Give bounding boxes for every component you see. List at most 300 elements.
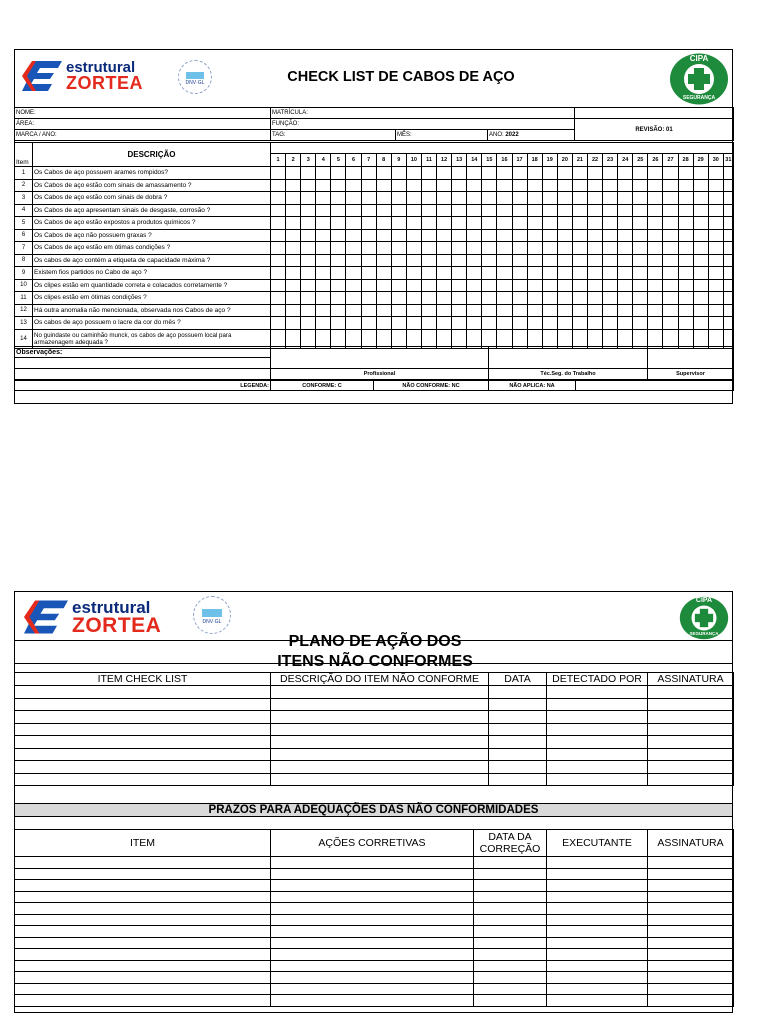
supervisor-signature-box[interactable] — [648, 347, 734, 369]
day-check-cell[interactable] — [618, 317, 633, 330]
day-check-cell[interactable] — [603, 167, 618, 180]
day-check-cell[interactable] — [331, 254, 346, 267]
day-check-cell[interactable] — [346, 217, 361, 230]
day-check-cell[interactable] — [391, 167, 406, 180]
day-check-cell[interactable] — [331, 229, 346, 242]
prazo-cell[interactable] — [474, 983, 547, 995]
day-check-cell[interactable] — [271, 217, 286, 230]
day-check-cell[interactable] — [346, 179, 361, 192]
day-check-cell[interactable] — [361, 167, 376, 180]
day-check-cell[interactable] — [376, 254, 391, 267]
day-check-cell[interactable] — [693, 167, 708, 180]
day-check-cell[interactable] — [618, 217, 633, 230]
prazo-cell[interactable] — [648, 903, 734, 915]
day-check-cell[interactable] — [467, 317, 482, 330]
day-check-cell[interactable] — [663, 317, 678, 330]
day-check-cell[interactable] — [542, 179, 557, 192]
day-check-cell[interactable] — [346, 254, 361, 267]
prazo-cell[interactable] — [648, 926, 734, 938]
day-check-cell[interactable] — [497, 317, 512, 330]
day-check-cell[interactable] — [331, 242, 346, 255]
plan-cell[interactable] — [648, 698, 734, 711]
day-check-cell[interactable] — [587, 167, 602, 180]
day-check-cell[interactable] — [467, 179, 482, 192]
day-check-cell[interactable] — [482, 292, 497, 305]
prazo-cell[interactable] — [648, 868, 734, 880]
day-check-cell[interactable] — [271, 242, 286, 255]
day-check-cell[interactable] — [437, 192, 452, 205]
day-check-cell[interactable] — [406, 204, 421, 217]
day-check-cell[interactable] — [497, 304, 512, 317]
day-check-cell[interactable] — [603, 217, 618, 230]
day-check-cell[interactable] — [557, 279, 572, 292]
day-check-cell[interactable] — [391, 242, 406, 255]
prazo-cell[interactable] — [15, 880, 271, 892]
prazo-cell[interactable] — [547, 857, 648, 869]
prazo-cell[interactable] — [15, 891, 271, 903]
day-check-cell[interactable] — [376, 279, 391, 292]
day-check-cell[interactable] — [633, 179, 648, 192]
day-check-cell[interactable] — [572, 254, 587, 267]
day-check-cell[interactable] — [482, 179, 497, 192]
day-check-cell[interactable] — [693, 179, 708, 192]
day-check-cell[interactable] — [678, 217, 693, 230]
day-check-cell[interactable] — [452, 192, 467, 205]
day-check-cell[interactable] — [361, 242, 376, 255]
day-check-cell[interactable] — [618, 267, 633, 280]
day-check-cell[interactable] — [391, 229, 406, 242]
day-check-cell[interactable] — [618, 279, 633, 292]
day-check-cell[interactable] — [271, 254, 286, 267]
day-check-cell[interactable] — [633, 229, 648, 242]
day-check-cell[interactable] — [678, 317, 693, 330]
day-check-cell[interactable] — [512, 192, 527, 205]
day-check-cell[interactable] — [391, 179, 406, 192]
day-check-cell[interactable] — [648, 304, 663, 317]
day-check-cell[interactable] — [316, 279, 331, 292]
day-check-cell[interactable] — [376, 242, 391, 255]
plan-cell[interactable] — [648, 773, 734, 786]
day-check-cell[interactable] — [587, 242, 602, 255]
day-check-cell[interactable] — [301, 229, 316, 242]
plan-cell[interactable] — [648, 723, 734, 736]
prazo-cell[interactable] — [474, 972, 547, 984]
day-check-cell[interactable] — [708, 304, 723, 317]
day-check-cell[interactable] — [316, 217, 331, 230]
day-check-cell[interactable] — [542, 229, 557, 242]
day-check-cell[interactable] — [406, 292, 421, 305]
day-check-cell[interactable] — [527, 254, 542, 267]
day-check-cell[interactable] — [572, 242, 587, 255]
day-check-cell[interactable] — [301, 217, 316, 230]
day-check-cell[interactable] — [452, 279, 467, 292]
day-check-cell[interactable] — [603, 279, 618, 292]
day-check-cell[interactable] — [346, 304, 361, 317]
day-check-cell[interactable] — [512, 304, 527, 317]
day-check-cell[interactable] — [437, 167, 452, 180]
day-check-cell[interactable] — [361, 217, 376, 230]
day-check-cell[interactable] — [316, 317, 331, 330]
day-check-cell[interactable] — [497, 254, 512, 267]
day-check-cell[interactable] — [603, 179, 618, 192]
day-check-cell[interactable] — [587, 279, 602, 292]
day-check-cell[interactable] — [723, 279, 733, 292]
day-check-cell[interactable] — [708, 217, 723, 230]
prazo-cell[interactable] — [15, 914, 271, 926]
day-check-cell[interactable] — [361, 279, 376, 292]
day-check-cell[interactable] — [693, 192, 708, 205]
plan-cell[interactable] — [489, 736, 547, 749]
prazo-cell[interactable] — [271, 857, 474, 869]
plan-cell[interactable] — [271, 748, 489, 761]
day-check-cell[interactable] — [723, 254, 733, 267]
day-check-cell[interactable] — [708, 192, 723, 205]
plan-cell[interactable] — [547, 761, 648, 774]
day-check-cell[interactable] — [346, 192, 361, 205]
tec-seg-signature-box[interactable] — [489, 347, 648, 369]
day-check-cell[interactable] — [421, 204, 436, 217]
prazo-cell[interactable] — [474, 914, 547, 926]
day-check-cell[interactable] — [557, 204, 572, 217]
day-check-cell[interactable] — [271, 279, 286, 292]
day-check-cell[interactable] — [301, 254, 316, 267]
day-check-cell[interactable] — [512, 179, 527, 192]
day-check-cell[interactable] — [331, 317, 346, 330]
day-check-cell[interactable] — [497, 217, 512, 230]
day-check-cell[interactable] — [512, 204, 527, 217]
day-check-cell[interactable] — [512, 292, 527, 305]
day-check-cell[interactable] — [421, 229, 436, 242]
day-check-cell[interactable] — [271, 292, 286, 305]
day-check-cell[interactable] — [542, 279, 557, 292]
day-check-cell[interactable] — [316, 229, 331, 242]
prazo-cell[interactable] — [271, 891, 474, 903]
day-check-cell[interactable] — [723, 192, 733, 205]
day-check-cell[interactable] — [421, 192, 436, 205]
day-check-cell[interactable] — [376, 217, 391, 230]
area-field[interactable]: ÁREA: — [15, 119, 271, 130]
day-check-cell[interactable] — [512, 229, 527, 242]
profissional-signature-box[interactable] — [271, 347, 489, 369]
day-check-cell[interactable] — [376, 229, 391, 242]
prazo-cell[interactable] — [474, 903, 547, 915]
day-check-cell[interactable] — [663, 254, 678, 267]
prazo-cell[interactable] — [547, 937, 648, 949]
day-check-cell[interactable] — [723, 179, 733, 192]
day-check-cell[interactable] — [633, 192, 648, 205]
day-check-cell[interactable] — [497, 292, 512, 305]
prazo-cell[interactable] — [271, 914, 474, 926]
day-check-cell[interactable] — [663, 267, 678, 280]
day-check-cell[interactable] — [316, 179, 331, 192]
day-check-cell[interactable] — [557, 167, 572, 180]
day-check-cell[interactable] — [271, 304, 286, 317]
day-check-cell[interactable] — [693, 292, 708, 305]
day-check-cell[interactable] — [542, 217, 557, 230]
day-check-cell[interactable] — [678, 229, 693, 242]
day-check-cell[interactable] — [406, 254, 421, 267]
day-check-cell[interactable] — [603, 254, 618, 267]
day-check-cell[interactable] — [331, 279, 346, 292]
plan-cell[interactable] — [15, 711, 271, 724]
day-check-cell[interactable] — [648, 317, 663, 330]
day-check-cell[interactable] — [452, 217, 467, 230]
day-check-cell[interactable] — [271, 192, 286, 205]
day-check-cell[interactable] — [437, 217, 452, 230]
funcao-field[interactable]: FUNÇÃO: — [271, 119, 575, 130]
day-check-cell[interactable] — [723, 217, 733, 230]
prazo-cell[interactable] — [474, 937, 547, 949]
day-check-cell[interactable] — [286, 204, 301, 217]
day-check-cell[interactable] — [331, 267, 346, 280]
prazo-cell[interactable] — [15, 926, 271, 938]
plan-cell[interactable] — [547, 711, 648, 724]
day-check-cell[interactable] — [678, 242, 693, 255]
day-check-cell[interactable] — [301, 192, 316, 205]
day-check-cell[interactable] — [331, 292, 346, 305]
day-check-cell[interactable] — [301, 304, 316, 317]
day-check-cell[interactable] — [678, 292, 693, 305]
plan-cell[interactable] — [547, 723, 648, 736]
day-check-cell[interactable] — [678, 304, 693, 317]
day-check-cell[interactable] — [618, 204, 633, 217]
day-check-cell[interactable] — [437, 254, 452, 267]
day-check-cell[interactable] — [406, 229, 421, 242]
day-check-cell[interactable] — [376, 167, 391, 180]
day-check-cell[interactable] — [527, 267, 542, 280]
day-check-cell[interactable] — [346, 242, 361, 255]
day-check-cell[interactable] — [391, 254, 406, 267]
day-check-cell[interactable] — [452, 204, 467, 217]
day-check-cell[interactable] — [527, 242, 542, 255]
day-check-cell[interactable] — [421, 304, 436, 317]
prazo-cell[interactable] — [648, 983, 734, 995]
day-check-cell[interactable] — [406, 167, 421, 180]
day-check-cell[interactable] — [633, 254, 648, 267]
day-check-cell[interactable] — [527, 292, 542, 305]
prazo-cell[interactable] — [474, 891, 547, 903]
day-check-cell[interactable] — [482, 192, 497, 205]
day-check-cell[interactable] — [572, 179, 587, 192]
day-check-cell[interactable] — [286, 304, 301, 317]
day-check-cell[interactable] — [437, 292, 452, 305]
day-check-cell[interactable] — [557, 317, 572, 330]
prazo-cell[interactable] — [15, 972, 271, 984]
day-check-cell[interactable] — [467, 204, 482, 217]
prazo-cell[interactable] — [15, 937, 271, 949]
day-check-cell[interactable] — [437, 229, 452, 242]
day-check-cell[interactable] — [572, 292, 587, 305]
day-check-cell[interactable] — [723, 242, 733, 255]
day-check-cell[interactable] — [346, 292, 361, 305]
day-check-cell[interactable] — [678, 192, 693, 205]
day-check-cell[interactable] — [557, 267, 572, 280]
day-check-cell[interactable] — [467, 229, 482, 242]
day-check-cell[interactable] — [482, 229, 497, 242]
prazo-cell[interactable] — [271, 937, 474, 949]
day-check-cell[interactable] — [406, 267, 421, 280]
plan-cell[interactable] — [15, 748, 271, 761]
day-check-cell[interactable] — [603, 304, 618, 317]
day-check-cell[interactable] — [271, 267, 286, 280]
day-check-cell[interactable] — [271, 179, 286, 192]
day-check-cell[interactable] — [286, 317, 301, 330]
day-check-cell[interactable] — [708, 229, 723, 242]
day-check-cell[interactable] — [618, 304, 633, 317]
day-check-cell[interactable] — [331, 217, 346, 230]
day-check-cell[interactable] — [693, 304, 708, 317]
day-check-cell[interactable] — [406, 179, 421, 192]
day-check-cell[interactable] — [421, 242, 436, 255]
day-check-cell[interactable] — [527, 217, 542, 230]
day-check-cell[interactable] — [633, 204, 648, 217]
day-check-cell[interactable] — [557, 292, 572, 305]
day-check-cell[interactable] — [693, 242, 708, 255]
day-check-cell[interactable] — [467, 254, 482, 267]
day-check-cell[interactable] — [587, 229, 602, 242]
plan-cell[interactable] — [547, 736, 648, 749]
day-check-cell[interactable] — [663, 192, 678, 205]
day-check-cell[interactable] — [331, 192, 346, 205]
day-check-cell[interactable] — [452, 317, 467, 330]
day-check-cell[interactable] — [482, 304, 497, 317]
day-check-cell[interactable] — [603, 192, 618, 205]
day-check-cell[interactable] — [542, 167, 557, 180]
day-check-cell[interactable] — [467, 167, 482, 180]
day-check-cell[interactable] — [557, 254, 572, 267]
prazo-cell[interactable] — [15, 983, 271, 995]
prazo-cell[interactable] — [15, 949, 271, 961]
day-check-cell[interactable] — [723, 304, 733, 317]
day-check-cell[interactable] — [633, 167, 648, 180]
day-check-cell[interactable] — [331, 304, 346, 317]
day-check-cell[interactable] — [391, 217, 406, 230]
prazo-cell[interactable] — [15, 960, 271, 972]
day-check-cell[interactable] — [708, 204, 723, 217]
day-check-cell[interactable] — [678, 204, 693, 217]
day-check-cell[interactable] — [406, 279, 421, 292]
day-check-cell[interactable] — [542, 304, 557, 317]
plan-cell[interactable] — [648, 711, 734, 724]
day-check-cell[interactable] — [497, 267, 512, 280]
day-check-cell[interactable] — [361, 204, 376, 217]
day-check-cell[interactable] — [437, 242, 452, 255]
day-check-cell[interactable] — [542, 267, 557, 280]
plan-cell[interactable] — [547, 698, 648, 711]
day-check-cell[interactable] — [708, 179, 723, 192]
day-check-cell[interactable] — [648, 292, 663, 305]
day-check-cell[interactable] — [527, 204, 542, 217]
day-check-cell[interactable] — [723, 317, 733, 330]
day-check-cell[interactable] — [361, 254, 376, 267]
day-check-cell[interactable] — [467, 217, 482, 230]
day-check-cell[interactable] — [572, 229, 587, 242]
day-check-cell[interactable] — [527, 192, 542, 205]
day-check-cell[interactable] — [286, 192, 301, 205]
day-check-cell[interactable] — [376, 292, 391, 305]
day-check-cell[interactable] — [527, 279, 542, 292]
day-check-cell[interactable] — [497, 204, 512, 217]
day-check-cell[interactable] — [603, 204, 618, 217]
day-check-cell[interactable] — [452, 242, 467, 255]
day-check-cell[interactable] — [286, 242, 301, 255]
day-check-cell[interactable] — [527, 179, 542, 192]
day-check-cell[interactable] — [406, 304, 421, 317]
plan-cell[interactable] — [648, 686, 734, 699]
matricula-field[interactable]: MATRÍCULA: — [271, 108, 575, 119]
plan-cell[interactable] — [271, 723, 489, 736]
day-check-cell[interactable] — [482, 242, 497, 255]
day-check-cell[interactable] — [618, 179, 633, 192]
day-check-cell[interactable] — [723, 267, 733, 280]
prazo-cell[interactable] — [648, 995, 734, 1007]
day-check-cell[interactable] — [618, 167, 633, 180]
day-check-cell[interactable] — [452, 167, 467, 180]
plan-cell[interactable] — [15, 761, 271, 774]
day-check-cell[interactable] — [406, 242, 421, 255]
day-check-cell[interactable] — [361, 192, 376, 205]
day-check-cell[interactable] — [708, 254, 723, 267]
day-check-cell[interactable] — [437, 279, 452, 292]
day-check-cell[interactable] — [467, 279, 482, 292]
plan-cell[interactable] — [271, 711, 489, 724]
plan-cell[interactable] — [271, 773, 489, 786]
plan-cell[interactable] — [15, 773, 271, 786]
day-check-cell[interactable] — [301, 267, 316, 280]
day-check-cell[interactable] — [497, 242, 512, 255]
day-check-cell[interactable] — [421, 217, 436, 230]
day-check-cell[interactable] — [482, 167, 497, 180]
day-check-cell[interactable] — [557, 192, 572, 205]
day-check-cell[interactable] — [437, 317, 452, 330]
ano-field[interactable] — [488, 130, 575, 141]
prazo-cell[interactable] — [648, 914, 734, 926]
day-check-cell[interactable] — [648, 179, 663, 192]
day-check-cell[interactable] — [648, 217, 663, 230]
day-check-cell[interactable] — [572, 267, 587, 280]
day-check-cell[interactable] — [587, 179, 602, 192]
prazo-cell[interactable] — [547, 983, 648, 995]
day-check-cell[interactable] — [557, 229, 572, 242]
prazo-cell[interactable] — [271, 903, 474, 915]
day-check-cell[interactable] — [406, 317, 421, 330]
plan-cell[interactable] — [489, 761, 547, 774]
day-check-cell[interactable] — [648, 204, 663, 217]
day-check-cell[interactable] — [542, 317, 557, 330]
prazo-cell[interactable] — [474, 949, 547, 961]
day-check-cell[interactable] — [452, 292, 467, 305]
day-check-cell[interactable] — [512, 242, 527, 255]
day-check-cell[interactable] — [587, 217, 602, 230]
day-check-cell[interactable] — [587, 292, 602, 305]
day-check-cell[interactable] — [437, 267, 452, 280]
day-check-cell[interactable] — [572, 204, 587, 217]
day-check-cell[interactable] — [482, 217, 497, 230]
prazo-cell[interactable] — [547, 972, 648, 984]
day-check-cell[interactable] — [482, 204, 497, 217]
day-check-cell[interactable] — [723, 167, 733, 180]
day-check-cell[interactable] — [708, 267, 723, 280]
day-check-cell[interactable] — [618, 229, 633, 242]
day-check-cell[interactable] — [587, 317, 602, 330]
day-check-cell[interactable] — [663, 292, 678, 305]
day-check-cell[interactable] — [331, 179, 346, 192]
day-check-cell[interactable] — [603, 267, 618, 280]
prazo-cell[interactable] — [474, 926, 547, 938]
prazo-cell[interactable] — [271, 960, 474, 972]
day-check-cell[interactable] — [271, 317, 286, 330]
day-check-cell[interactable] — [663, 217, 678, 230]
